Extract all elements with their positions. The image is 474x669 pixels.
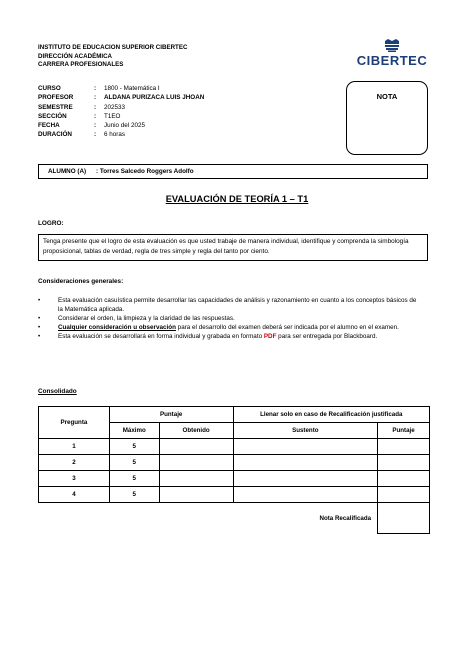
cell-pregunta: 3	[39, 471, 110, 487]
item-text: Esta evaluación casuística permite desarrollar las capacidades de análisis y razonamiento en cuanto a los conceptos básicos de la Matemática aplicada.	[58, 297, 417, 313]
logro-box	[38, 234, 428, 261]
cell-maximo: 5	[109, 439, 159, 455]
info-key: SECCIÓN	[38, 112, 67, 120]
considerations-label: Consideraciones generales:	[38, 278, 124, 285]
table-row	[39, 487, 430, 503]
logro-label: LOGRO:	[38, 220, 64, 227]
info-colon: :	[94, 103, 97, 111]
table-row	[39, 439, 430, 455]
info-key: CURSO	[38, 85, 61, 92]
consolidado-label: Consolidado	[38, 388, 77, 395]
cell-sustento[interactable]	[233, 455, 378, 471]
cell-puntaje[interactable]	[378, 439, 430, 455]
list-item	[38, 332, 422, 341]
cell-sustento[interactable]	[233, 487, 378, 503]
list-item	[38, 296, 422, 314]
cell-sustento[interactable]	[233, 439, 378, 455]
institute-name: INSTITUTO DE EDUCACION SUPERIOR CIBERTEC	[38, 44, 188, 51]
info-row-duracion	[38, 130, 204, 139]
header-sustento: Sustento	[233, 423, 378, 439]
cell-maximo: 5	[109, 455, 159, 471]
cell-maximo: 5	[109, 471, 159, 487]
cell-puntaje[interactable]	[378, 471, 430, 487]
info-row-profesor	[38, 93, 204, 102]
info-row-semestre	[38, 103, 204, 112]
student-box	[38, 164, 428, 179]
nota-box[interactable]	[346, 81, 428, 155]
cell-puntaje[interactable]	[378, 487, 430, 503]
logo-text: CIBERTEC	[356, 53, 428, 68]
cell-sustento[interactable]	[233, 471, 378, 487]
cell-obtenido[interactable]	[159, 487, 233, 503]
info-row-curso	[38, 84, 204, 93]
item-text: para el desarrollo del examen deberá ser indicada por el alumno en el examen.	[175, 324, 399, 331]
info-row-seccion	[38, 112, 204, 121]
cell-puntaje[interactable]	[378, 455, 430, 471]
info-row-fecha	[38, 121, 204, 130]
course-info	[38, 84, 204, 140]
header-puntaje: Puntaje	[109, 407, 233, 423]
info-value: ALDANA PURIZACA LUIS JHOAN	[104, 94, 205, 102]
academic-direction: DIRECCIÓN ACADÉMICA	[38, 52, 113, 60]
nota-label: NOTA	[376, 92, 398, 101]
info-value: 1800 - Matemática I	[104, 85, 160, 92]
bullet: •	[38, 297, 41, 304]
info-key: FECHA	[38, 122, 60, 130]
shield-emblem-icon	[384, 38, 400, 52]
info-colon: :	[94, 131, 97, 139]
item-emphasis: Cualquier consideración u observación	[58, 324, 176, 331]
header-recalificacion: Llenar solo en caso de Recalificación justificada	[233, 407, 429, 423]
cell-obtenido[interactable]	[159, 471, 233, 487]
institution-header	[38, 44, 187, 70]
header-maximo: Máximo	[109, 423, 159, 439]
header-puntaje-recal: Puntaje	[378, 423, 430, 439]
item-text: Esta evaluación se desarrollará en forma individual y grabada en formato	[58, 333, 264, 340]
table-row	[39, 471, 430, 487]
header-pregunta: Pregunta	[39, 407, 110, 439]
info-key: SEMESTRE	[38, 103, 73, 111]
info-colon: :	[94, 94, 97, 102]
info-colon: :	[94, 122, 97, 130]
info-value: Junio del 2025	[104, 122, 145, 130]
item-text: Considerar el orden, la limpieza y la claridad de las respuestas.	[58, 315, 235, 322]
careers-label: CARRERA PROFESIONALES	[38, 61, 124, 69]
info-value: 6 horas	[104, 131, 126, 139]
info-value: T1EO	[104, 112, 121, 120]
table-row	[39, 455, 430, 471]
cell-pregunta: 2	[39, 455, 110, 471]
list-item	[38, 323, 422, 332]
student-name: : Torres Salcedo Roggers Adolfo	[96, 168, 194, 175]
bullet: •	[38, 324, 41, 331]
student-label: ALUMNO (A)	[48, 168, 87, 175]
cell-pregunta: 1	[39, 439, 110, 455]
info-colon: :	[94, 112, 97, 120]
bullet: •	[38, 315, 41, 322]
header-obtenido: Obtenido	[159, 423, 233, 439]
pdf-highlight: PDF	[263, 333, 277, 340]
logro-text: Tenga presente que el logro de esta evaluación es que usted trabaje de manera individual, identifique y comprenda la simbología proposicional, tablas de verdad, regla de tres simple y regla del tanto por ciento.	[43, 238, 409, 256]
info-colon: :	[94, 85, 97, 92]
cell-maximo: 5	[109, 487, 159, 503]
considerations-list	[38, 296, 422, 341]
cell-obtenido[interactable]	[159, 439, 233, 455]
bullet: •	[38, 333, 41, 340]
nota-recalificada-label: Nota Recalificada	[319, 514, 372, 522]
nota-recalificada-cell[interactable]	[378, 503, 430, 534]
info-value: 202533	[104, 103, 126, 111]
list-item	[38, 314, 422, 323]
cibertec-logo	[352, 38, 432, 68]
consolidado-table	[38, 406, 430, 534]
exam-title: EVALUACIÓN DE TEORÍA 1 – T1	[165, 194, 309, 204]
info-key: PROFESOR	[38, 94, 74, 102]
cell-pregunta: 4	[39, 487, 110, 503]
table-header-row	[39, 407, 430, 423]
info-key: DURACIÓN	[38, 131, 72, 139]
item-text-end: para ser entregada por Blackboard.	[276, 333, 378, 340]
cell-obtenido[interactable]	[159, 455, 233, 471]
table-row-nota-recalificada	[39, 503, 430, 534]
